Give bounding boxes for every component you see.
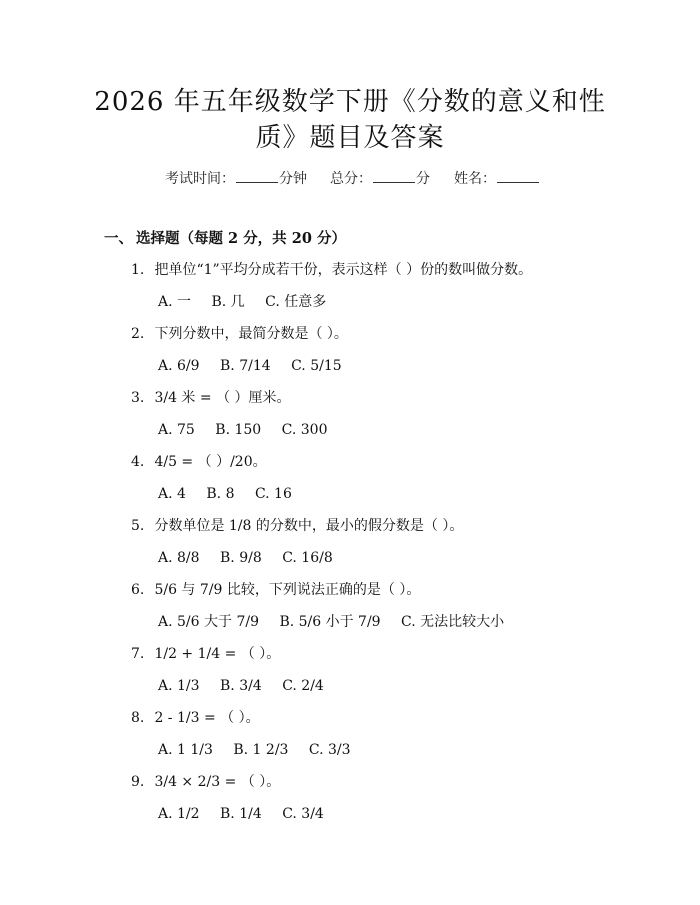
question-text: 3/4 × 2/3 = （ ）。	[154, 774, 281, 790]
option-b: B. 1/4	[220, 806, 262, 822]
question-text: 把单位“1”平均分成若干份，表示这样（ ）份的数叫做分数。	[154, 262, 533, 278]
option-b: B. 1 2/3	[233, 742, 289, 758]
question-3-options	[158, 420, 344, 440]
option-b: B. 7/14	[220, 358, 271, 374]
option-a: A. 5/6 大于 7/9	[158, 614, 259, 630]
question-6-options	[158, 612, 520, 632]
option-c: C. 16/8	[282, 550, 333, 566]
exam-time-blank	[236, 168, 278, 183]
question-number: 4.	[131, 454, 145, 470]
question-text: 1/2 + 1/4 = （ ）。	[154, 646, 281, 662]
question-number: 1.	[131, 262, 145, 278]
option-c: C. 5/15	[291, 358, 342, 374]
option-a: A. 6/9	[158, 358, 200, 374]
option-b: B. 150	[215, 422, 262, 438]
option-a: A. 8/8	[158, 550, 200, 566]
option-c: C. 2/4	[282, 678, 324, 694]
option-c: C. 任意多	[265, 294, 327, 310]
question-6	[131, 580, 420, 600]
exam-time-unit: 分钟	[279, 171, 307, 187]
option-a: A. 一	[158, 294, 192, 310]
question-text: 分数单位是 1/8 的分数中，最小的假分数是（ ）。	[154, 518, 464, 534]
student-name-label: 姓名：	[454, 171, 496, 187]
question-7-options	[158, 676, 340, 696]
total-score-field	[330, 168, 430, 189]
exam-title-line-1: 2026 年五年级数学下册《分数的意义和性	[94, 87, 606, 117]
exam-title-line-2: 质》题目及答案	[255, 123, 445, 153]
question-text: 下列分数中，最简分数是（ ）。	[154, 326, 348, 342]
question-text: 5/6 与 7/9 比较，下列说法正确的是（ ）。	[154, 582, 421, 598]
question-9-options	[158, 804, 340, 824]
question-number: 7.	[131, 646, 145, 662]
question-2	[131, 324, 348, 344]
question-4	[131, 452, 267, 472]
option-a: A. 75	[158, 422, 195, 438]
section-title-text: 选择题（每题 2 分，共 20 分）	[136, 230, 346, 247]
question-number: 5.	[131, 518, 145, 534]
question-3	[131, 388, 291, 408]
option-c: C. 300	[281, 422, 328, 438]
exam-meta-row	[0, 168, 700, 188]
option-b: B. 5/6 小于 7/9	[279, 614, 381, 630]
total-score-unit: 分	[416, 171, 430, 187]
section-heading-choice	[104, 229, 346, 249]
option-c: C. 3/4	[282, 806, 324, 822]
option-c: C. 3/3	[308, 742, 351, 758]
total-score-label: 总分：	[330, 171, 372, 187]
total-score-blank	[373, 168, 415, 183]
question-number: 2.	[131, 326, 145, 342]
student-name-blank	[497, 168, 539, 183]
option-c: C. 无法比较大小	[401, 614, 505, 630]
exam-time-field	[165, 168, 307, 189]
student-name-field	[454, 168, 540, 189]
question-number: 3.	[131, 390, 145, 406]
question-5	[131, 516, 463, 536]
question-5-options	[158, 548, 349, 568]
question-1-options	[158, 292, 342, 312]
option-a: A. 1/3	[158, 678, 200, 694]
option-b: B. 8	[206, 486, 235, 502]
option-a: A. 1/2	[158, 806, 200, 822]
question-4-options	[158, 484, 308, 504]
question-8-options	[158, 740, 367, 760]
section-number: 一、	[104, 230, 133, 247]
question-1	[131, 260, 532, 280]
option-a: A. 4	[158, 486, 186, 502]
option-a: A. 1 1/3	[158, 742, 213, 758]
question-text: 3/4 米 = （ ）厘米。	[154, 390, 291, 406]
option-b: B. 9/8	[220, 550, 262, 566]
option-c: C. 16	[254, 486, 292, 502]
question-9	[131, 772, 280, 792]
question-2-options	[158, 356, 358, 376]
question-text: 2 - 1/3 = （ ）。	[154, 710, 260, 726]
question-8	[131, 708, 260, 728]
option-b: B. 3/4	[220, 678, 262, 694]
question-number: 6.	[131, 582, 145, 598]
exam-time-label: 考试时间：	[165, 171, 235, 187]
option-b: B. 几	[211, 294, 245, 310]
question-text: 4/5 = （ ）/20。	[154, 454, 267, 470]
question-number: 8.	[131, 710, 145, 726]
question-number: 9.	[131, 774, 145, 790]
question-7	[131, 644, 280, 664]
